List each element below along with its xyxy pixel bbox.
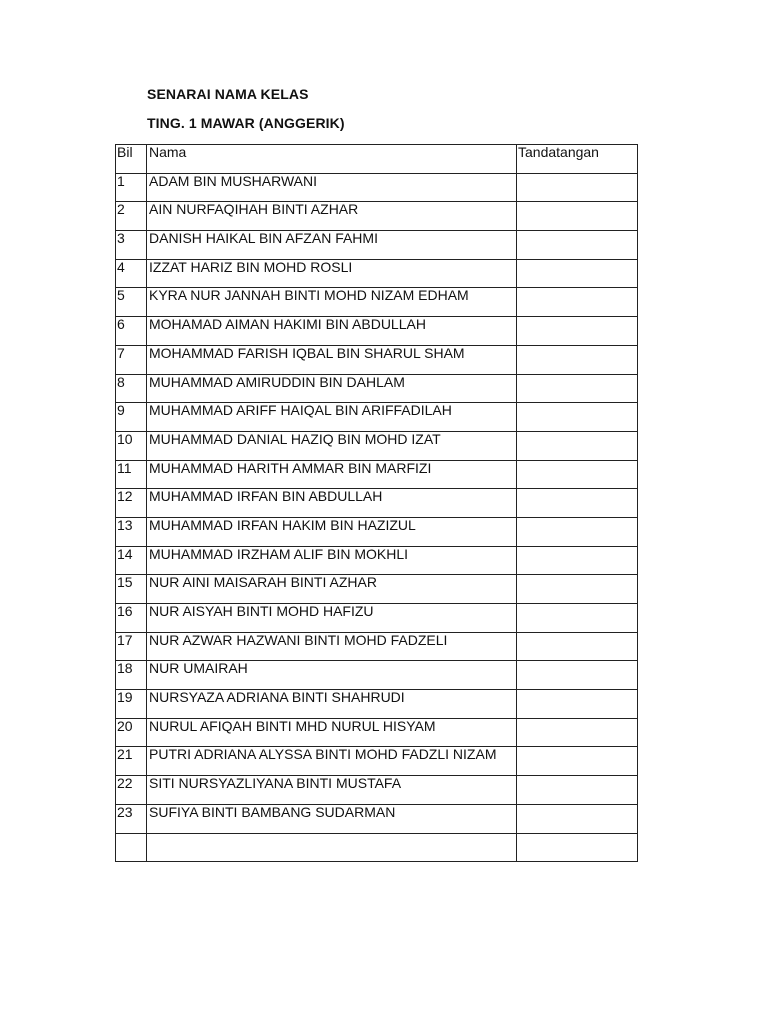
signature-cell (517, 661, 638, 690)
student-name: NUR AZWAR HAZWANI BINTI MOHD FADZELI (149, 632, 448, 648)
row-number-cell (116, 718, 147, 747)
row-number-cell (116, 604, 147, 633)
signature-cell (517, 231, 638, 260)
student-name: NUR AINI MAISARAH BINTI AZHAR (149, 574, 377, 591)
student-name: MUHAMMAD DANIAL HAZIQ BIN MOHD IZAT (149, 431, 441, 447)
row-number-cell (116, 690, 147, 719)
student-name-cell (147, 517, 517, 546)
student-name: MUHAMMAD AMIRUDDIN BIN DAHLAM (149, 374, 405, 390)
student-name: NURUL AFIQAH BINTI MHD NURUL HISYAM (149, 718, 436, 734)
signature-cell (517, 345, 638, 374)
table-row (116, 489, 638, 518)
student-name-cell (147, 231, 517, 260)
table-row (116, 317, 638, 346)
table-row (116, 288, 638, 317)
student-name: NUR UMAIRAH (149, 660, 248, 677)
signature-cell (517, 575, 638, 604)
student-name-cell (147, 259, 517, 288)
row-number: 13 (117, 517, 133, 533)
row-number-cell (116, 173, 147, 202)
student-name-cell (147, 374, 517, 403)
student-name-cell (147, 288, 517, 317)
row-number-cell (116, 661, 147, 690)
student-name: MUHAMMAD IRFAN BIN ABDULLAH (149, 488, 383, 505)
header-bil: Bil (116, 145, 147, 174)
row-number-cell (116, 546, 147, 575)
student-name: MOHAMAD AIMAN HAKIMI BIN ABDULLAH (149, 316, 426, 333)
class-subtitle: TING. 1 MAWAR (ANGGERIK) (147, 115, 345, 131)
row-number: 4 (117, 259, 125, 275)
student-name: KYRA NUR JANNAH BINTI MOHD NIZAM EDHAM (149, 287, 469, 304)
row-number: 6 (117, 316, 125, 333)
student-name: MUHAMMAD IRZHAM ALIF BIN MOKHLI (149, 546, 409, 562)
student-name: MUHAMMAD HARITH AMMAR BIN MARFIZI (149, 460, 432, 476)
table-row (116, 632, 638, 661)
row-number-cell (116, 804, 147, 833)
row-number-cell (116, 288, 147, 317)
student-name-cell (147, 804, 517, 833)
class-roster-table (115, 144, 638, 862)
row-number-cell (116, 345, 147, 374)
row-number: 14 (117, 546, 133, 562)
student-name-cell (147, 661, 517, 690)
signature-cell (517, 718, 638, 747)
student-name-cell (147, 317, 517, 346)
row-number: 23 (117, 804, 133, 820)
row-number-cell (116, 747, 147, 776)
signature-cell (517, 288, 638, 317)
signature-cell (517, 403, 638, 432)
table-row (116, 575, 638, 604)
row-number-cell (116, 374, 147, 403)
student-name-cell (147, 690, 517, 719)
signature-cell (517, 632, 638, 661)
table-row (116, 345, 638, 374)
row-number-cell (116, 517, 147, 546)
row-number: 11 (117, 460, 132, 476)
row-number: 18 (117, 660, 133, 677)
row-number: 3 (117, 230, 125, 247)
row-number: 16 (117, 603, 133, 619)
table-row (116, 259, 638, 288)
student-name-cell (147, 431, 517, 460)
table-row (116, 718, 638, 747)
student-name: SITI NURSYAZLIYANA BINTI MUSTAFA (149, 775, 402, 792)
student-name-cell (147, 632, 517, 661)
row-number: 8 (117, 374, 125, 390)
table-row (116, 747, 638, 776)
table-row (116, 546, 638, 575)
signature-cell (517, 833, 638, 862)
signature-cell (517, 517, 638, 546)
header-tandatangan: Tandatangan (517, 145, 638, 174)
student-name: DANISH HAIKAL BIN AFZAN FAHMI (149, 230, 378, 247)
signature-cell (517, 489, 638, 518)
table-row (116, 173, 638, 202)
row-number-cell (116, 632, 147, 661)
row-number: 15 (117, 574, 133, 591)
table-row (116, 833, 638, 862)
row-number: 21 (117, 746, 133, 763)
table-row (116, 374, 638, 403)
student-name-cell (147, 604, 517, 633)
row-number-cell (116, 202, 147, 231)
student-name: ADAM BIN MUSHARWANI (149, 173, 318, 189)
signature-cell (517, 173, 638, 202)
student-name-cell (147, 202, 517, 231)
signature-cell (517, 604, 638, 633)
row-number: 20 (117, 718, 133, 734)
row-number: 5 (117, 287, 125, 304)
signature-cell (517, 546, 638, 575)
signature-cell (517, 460, 638, 489)
row-number-cell (116, 231, 147, 260)
row-number-cell (116, 489, 147, 518)
signature-cell (517, 431, 638, 460)
signature-cell (517, 690, 638, 719)
row-number-cell (116, 431, 147, 460)
student-name-cell (147, 718, 517, 747)
row-number: 1 (117, 173, 125, 189)
table-row (116, 804, 638, 833)
row-number-cell (116, 776, 147, 805)
signature-cell (517, 202, 638, 231)
table-row (116, 460, 638, 489)
table-row (116, 776, 638, 805)
student-name: NUR AISYAH BINTI MOHD HAFIZU (149, 603, 374, 619)
student-name-cell (147, 575, 517, 604)
student-name: IZZAT HARIZ BIN MOHD ROSLI (149, 259, 353, 275)
student-name-cell (147, 403, 517, 432)
table-row (116, 231, 638, 260)
row-number-cell (116, 317, 147, 346)
header-nama: Nama (147, 145, 517, 174)
table-row (116, 604, 638, 633)
student-name-cell (147, 460, 517, 489)
student-name: PUTRI ADRIANA ALYSSA BINTI MOHD FADZLI NIZAM (149, 746, 497, 763)
row-number-cell (116, 833, 147, 862)
table-header-row (116, 145, 638, 174)
student-name: MOHAMMAD FARISH IQBAL BIN SHARUL SHAM (149, 345, 465, 361)
row-number: 12 (117, 488, 133, 505)
student-name: NURSYAZA ADRIANA BINTI SHAHRUDI (149, 689, 405, 706)
student-name: MUHAMMAD ARIFF HAIQAL BIN ARIFFADILAH (149, 402, 452, 419)
table-row (116, 690, 638, 719)
table-row (116, 517, 638, 546)
row-number: 7 (117, 345, 125, 361)
row-number: 19 (117, 689, 133, 706)
row-number-cell (116, 575, 147, 604)
row-number: 9 (117, 402, 125, 419)
student-name-cell (147, 173, 517, 202)
table-row (116, 403, 638, 432)
table-row (116, 202, 638, 231)
table-row (116, 431, 638, 460)
row-number-cell (116, 403, 147, 432)
signature-cell (517, 804, 638, 833)
student-name: AIN NURFAQIHAH BINTI AZHAR (149, 201, 359, 218)
row-number-cell (116, 259, 147, 288)
student-name: SUFIYA BINTI BAMBANG SUDARMAN (149, 804, 396, 820)
signature-cell (517, 317, 638, 346)
student-name-cell (147, 546, 517, 575)
table-row (116, 661, 638, 690)
student-name-cell (147, 489, 517, 518)
student-name-cell (147, 345, 517, 374)
student-name-cell (147, 833, 517, 862)
document-title: SENARAI NAMA KELAS (147, 86, 309, 102)
signature-cell (517, 374, 638, 403)
row-number: 2 (117, 201, 125, 218)
signature-cell (517, 259, 638, 288)
student-name-cell (147, 747, 517, 776)
row-number: 17 (117, 632, 133, 648)
signature-cell (517, 747, 638, 776)
row-number: 10 (117, 431, 133, 447)
row-number: 22 (117, 775, 133, 792)
student-name: MUHAMMAD IRFAN HAKIM BIN HAZIZUL (149, 517, 416, 533)
student-name-cell (147, 776, 517, 805)
row-number-cell (116, 460, 147, 489)
signature-cell (517, 776, 638, 805)
